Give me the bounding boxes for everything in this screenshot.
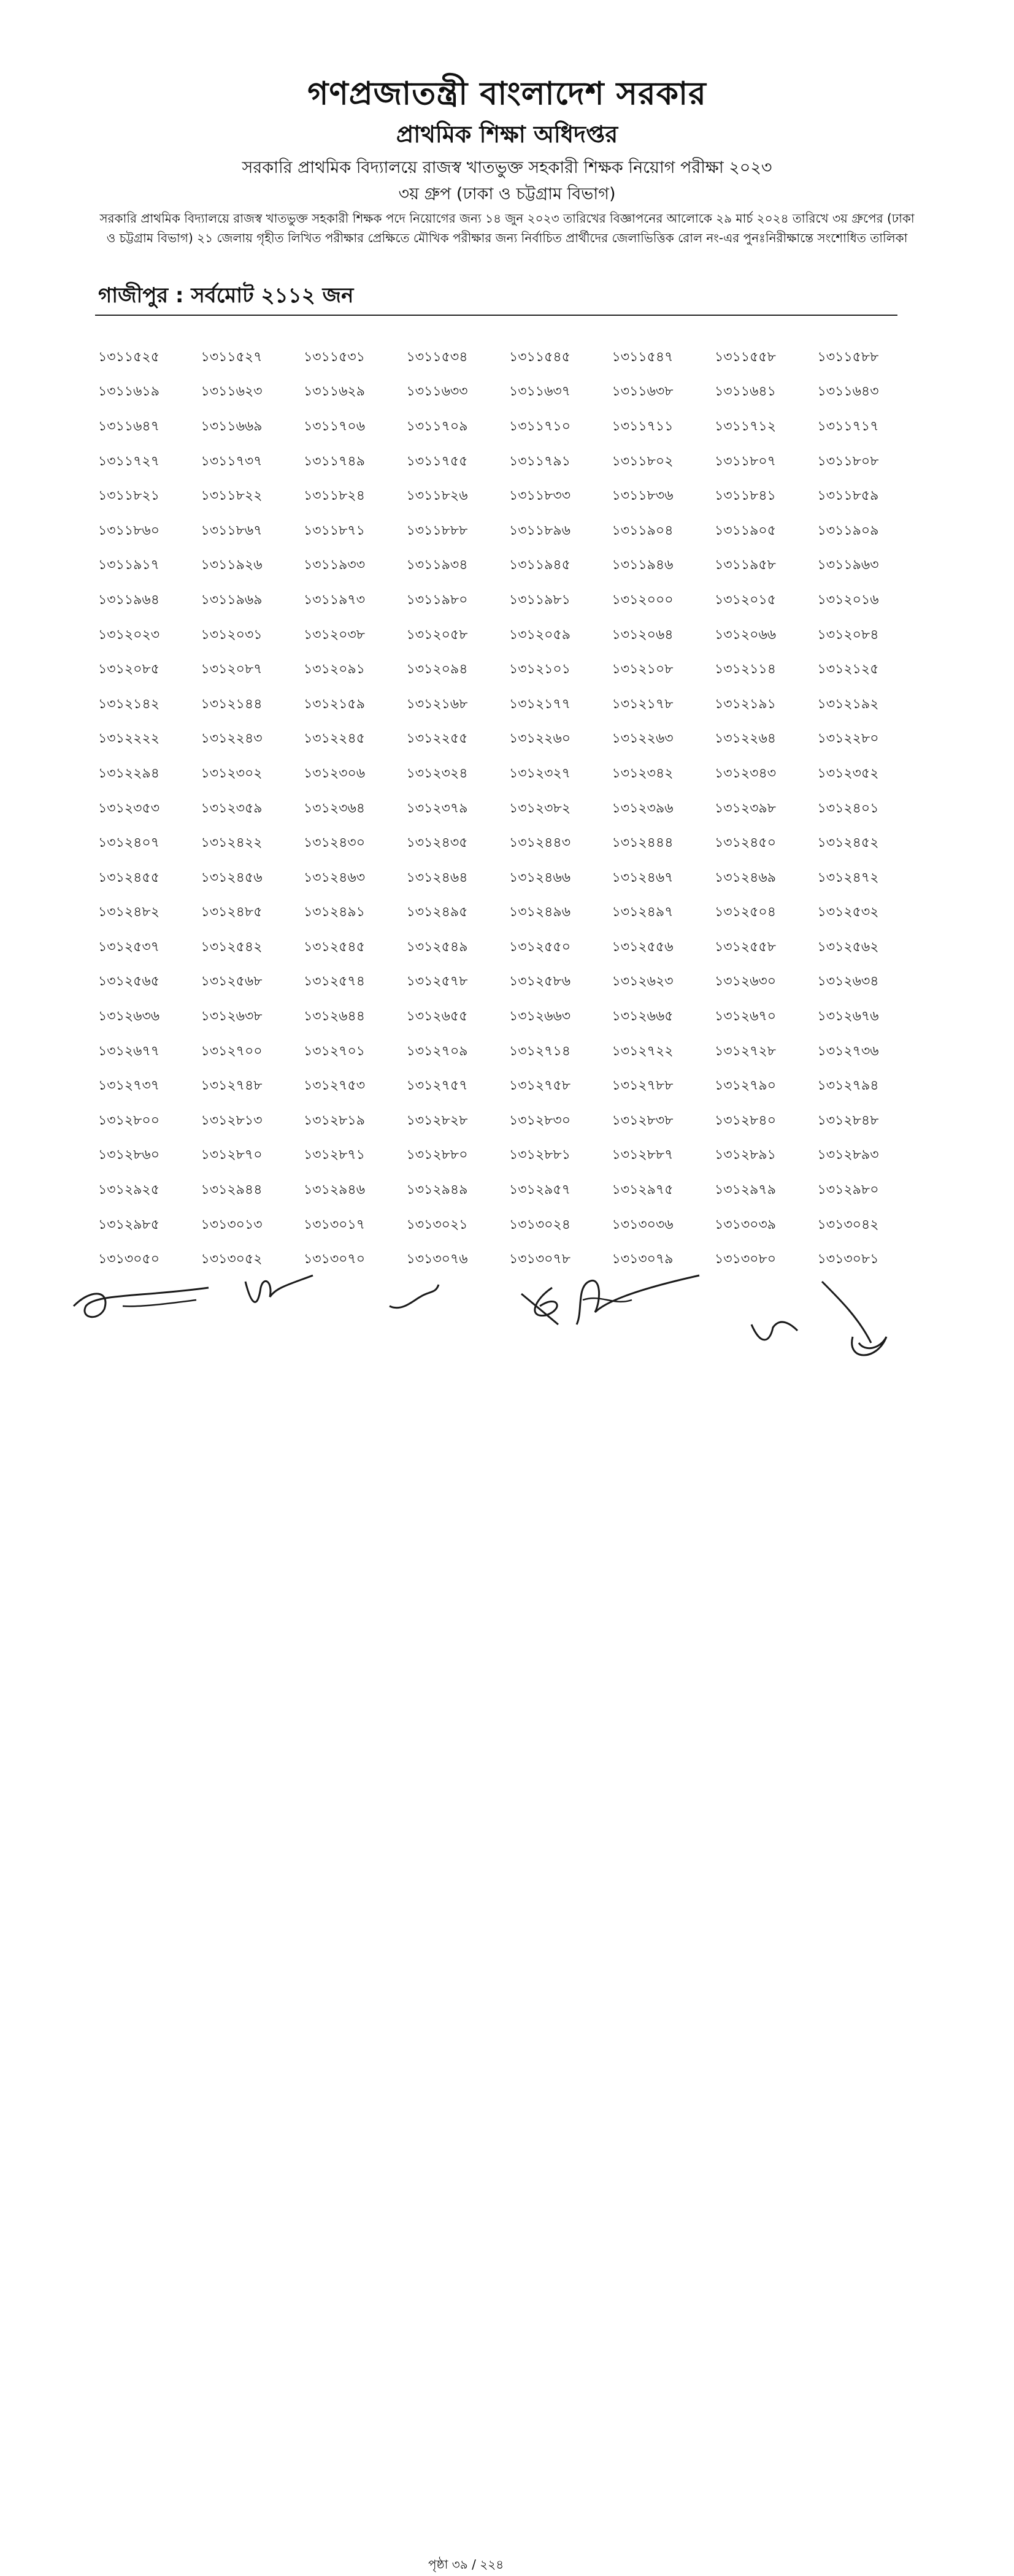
roll-number: ১৩১২১০১	[509, 662, 571, 678]
roll-number: ১৩১২৫৬২	[817, 939, 879, 955]
table-row	[98, 930, 920, 965]
table-row	[98, 757, 920, 792]
roll-number: ১৩১১৮৬৭	[201, 522, 263, 538]
roll-number: ১৩১২০৩৮	[304, 627, 366, 643]
roll-number: ১৩১২৩৭৯	[406, 800, 468, 816]
roll-number: ১৩১২৯৪৪	[201, 1182, 263, 1198]
roll-number: ১৩১২৫৪৫	[304, 939, 365, 955]
table-row	[98, 999, 920, 1034]
roll-number: ১৩১২৬৩৪	[817, 974, 879, 990]
roll-number: ১৩১২৭১৪	[509, 1043, 571, 1059]
table-row	[98, 1173, 920, 1208]
table-row	[98, 479, 920, 514]
roll-number: ১৩১১৫৪৫	[509, 349, 570, 365]
roll-number: ১৩১৩০৫০	[98, 1252, 160, 1267]
roll-number: ১৩১২৪৬৪	[406, 869, 468, 885]
roll-number: ১৩১২২৪৫	[304, 731, 366, 747]
roll-number: ১৩১১৯৬৪	[98, 592, 159, 608]
table-row	[98, 340, 920, 375]
roll-number: ১৩১১৯৩৩	[304, 557, 366, 573]
signature-5-icon	[564, 1263, 705, 1337]
roll-number: ১৩১৩০১৩	[201, 1217, 263, 1233]
roll-number: ১৩১২২৪৩	[201, 731, 263, 747]
roll-number: ১৩১২০৮৪	[817, 627, 879, 643]
roll-number: ১৩১২৮৪০	[715, 1112, 777, 1128]
roll-number-grid	[98, 340, 920, 1277]
roll-number: ১৩১২২৯৪	[98, 765, 160, 781]
roll-number: ১৩১১৬২৩	[201, 384, 263, 400]
roll-number: ১৩১২১৭৭	[509, 696, 571, 712]
table-row	[98, 826, 920, 861]
roll-number: ১৩১২৬৬৩	[509, 1009, 571, 1025]
roll-number: ১৩১২০৯৪	[406, 662, 468, 678]
roll-number: ১৩১২৪৯৭	[612, 904, 674, 920]
table-row	[98, 1069, 920, 1104]
roll-number: ১৩১২৪৫৫	[98, 869, 159, 885]
table-row	[98, 1104, 920, 1139]
roll-number: ১৩১১৯০৪	[612, 522, 674, 538]
roll-number: ১৩১১৯৮০	[406, 592, 468, 608]
roll-number: ১৩১২৪৯৫	[406, 904, 468, 920]
list-description: সরকারি প্রাথমিক বিদ্যালয়ে রাজস্ব খাতভুক্ত সহকারী শিক্ষক পদে নিয়োগের জন্য ১৪ জুন ২০২৩ তারিখের বিজ্ঞাপনের আলোকে ২৯ মার্চ ২০২৪ তারিখে ৩য় গ্রুপের (ঢাকা ও চট্টগ্রাম বিভাগ) ২১ জেলায় গৃহীত লিখিত পরীক্ষার প্রেক্ষিতে মৌখিক পরীক্ষার জন্য নির্বাচিত প্রার্থীদের জেলাভিত্তিক রোল নং-এর পুনঃনিরীক্ষান্তে সংশোধিত তালিকা	[99, 211, 915, 245]
roll-number: ১৩১২৮৭০	[201, 1147, 263, 1163]
roll-number: ১৩১২৪৬৭	[612, 869, 674, 885]
roll-number: ১৩১২৪৬৯	[715, 869, 777, 885]
roll-number: ১৩১১৭১১	[612, 418, 674, 434]
roll-number: ১৩১২৪৫২	[817, 835, 879, 851]
roll-number: ১৩১২০৮৫	[98, 662, 160, 678]
signature-3-icon	[386, 1282, 442, 1318]
roll-number: ১৩১২৪৭২	[817, 869, 879, 885]
roll-number: ১৩১২৮৩০	[509, 1112, 571, 1128]
roll-number: ১৩১২৮৬০	[98, 1147, 160, 1163]
roll-number: ১৩১২১৭৮	[612, 696, 674, 712]
roll-number: ১৩১২০২৩	[98, 627, 160, 643]
roll-number: ১৩১২৭৫৩	[304, 1078, 366, 1094]
roll-number: ১৩১২৬২৩	[612, 974, 674, 990]
roll-number: ১৩১২৯৭৯	[715, 1182, 777, 1198]
roll-number: ১৩১১৮২১	[98, 488, 159, 504]
roll-number: ১৩১১৯১৭	[98, 557, 159, 573]
roll-number: ১৩১৩০১৭	[304, 1217, 366, 1233]
roll-number: ১৩১২৮৯৩	[817, 1147, 879, 1163]
roll-number: ১৩১৩০৭৮	[509, 1252, 571, 1267]
signature-2-icon	[239, 1263, 319, 1318]
roll-number: ১৩১২৩৫২	[817, 765, 879, 781]
roll-number: ১৩১২৭৫৮	[509, 1078, 571, 1094]
roll-number: ১৩১১৮২৪	[304, 488, 365, 504]
roll-number: ১৩১১৭৯১	[509, 453, 570, 469]
roll-number: ১৩১২৫৭৮	[406, 974, 468, 990]
roll-number: ১৩১২৮০০	[98, 1112, 160, 1128]
roll-number: ১৩১২৬৬৫	[612, 1009, 674, 1025]
roll-number: ১৩১২৫৭৪	[304, 974, 366, 990]
table-row	[98, 687, 920, 722]
table-row	[98, 583, 920, 618]
roll-number: ১৩১১৬৪৭	[98, 418, 160, 434]
roll-number: ১৩১২১৫৯	[304, 696, 365, 712]
roll-number: ১৩১১৫৫৮	[715, 349, 776, 365]
roll-number: ১৩১২০৩১	[201, 627, 263, 643]
roll-number: ১৩১২৩৫৩	[98, 800, 160, 816]
roll-number: ১৩১৩০৮১	[817, 1252, 879, 1267]
roll-number: ১৩১২৬৩০	[715, 974, 777, 990]
table-row	[98, 410, 920, 445]
roll-number: ১৩১২৮৮৭	[612, 1147, 674, 1163]
roll-number: ১৩১২১৪২	[98, 696, 160, 712]
roll-number: ১৩১১৭১০	[509, 418, 571, 434]
roll-number: ১৩১১৯৫৮	[715, 557, 776, 573]
roll-number: ১৩১২৩৫৯	[201, 800, 263, 816]
roll-number: ১৩১২৭০৯	[406, 1043, 468, 1059]
roll-number: ১৩১২৫৮৬	[509, 974, 571, 990]
roll-number: ১৩১২৩৯৮	[715, 800, 777, 816]
roll-number: ১৩১১৭০৬	[304, 418, 366, 434]
roll-number: ১৩১৩০৭৬	[406, 1252, 468, 1267]
roll-number: ১৩১২৪৯৬	[509, 904, 571, 920]
roll-number: ১৩১২০৫৮	[406, 627, 468, 643]
roll-number: ১৩১২৪২২	[201, 835, 263, 851]
roll-number: ১৩১২৭২৮	[715, 1043, 777, 1059]
roll-number: ১৩১২৯৭৫	[612, 1182, 674, 1198]
roll-number: ১৩১১৯৭৩	[304, 592, 366, 608]
roll-number: ১৩১১৮৫৯	[817, 488, 879, 504]
table-row	[98, 896, 920, 931]
roll-number: ১৩১১৫৩৪	[406, 349, 468, 365]
roll-number: ১৩১২১০৮	[612, 662, 674, 678]
roll-number: ১৩১২৪৮৫	[201, 904, 263, 920]
roll-number: ১৩১১৭২৭	[98, 453, 160, 469]
roll-number: ১৩১২১৪৪	[201, 696, 263, 712]
roll-number: ১৩১২৩৯৬	[612, 800, 674, 816]
roll-number: ১৩১২৮৮১	[509, 1147, 570, 1163]
roll-number: ১৩১২০৬৪	[612, 627, 674, 643]
roll-number: ১৩১১৬১৯	[98, 384, 159, 400]
roll-number: ১৩১১৮৮৮	[406, 522, 468, 538]
roll-number: ১৩১১৬৩৭	[509, 384, 571, 400]
roll-number: ১৩১২৭০০	[201, 1043, 263, 1059]
roll-number: ১৩১২৩২৭	[509, 765, 571, 781]
roll-number: ১৩১২৮৪৮	[817, 1112, 879, 1128]
page-number: পৃষ্ঠা ৩৯ / ২২৪	[428, 2557, 504, 2572]
roll-number: ১৩১২৪০১	[817, 800, 879, 816]
roll-number: ১৩১৩০২৪	[509, 1217, 571, 1233]
roll-number: ১৩১১৮৬০	[98, 522, 160, 538]
roll-number: ১৩১২২৫৫	[406, 731, 468, 747]
district-heading: গাজীপুর : সর্বমোট ২১১২ জন	[98, 283, 354, 308]
roll-number: ১৩১২৫৫৮	[715, 939, 776, 955]
roll-number: ১৩১২৩৮২	[509, 800, 571, 816]
roll-number: ১৩১১৯৪৫	[509, 557, 570, 573]
roll-number: ১৩১২০৮৭	[201, 662, 263, 678]
roll-number: ১৩১১৮৪১	[715, 488, 776, 504]
roll-number: ১৩১২৬৩৬	[98, 1009, 160, 1025]
heading-divider	[95, 315, 897, 316]
roll-number: ১৩১২৪৬৬	[509, 869, 571, 885]
roll-number: ১৩১১৭১২	[715, 418, 777, 434]
roll-number: ১৩১২৫৩৭	[98, 939, 160, 955]
roll-number: ১৩১২৫৪২	[201, 939, 263, 955]
roll-number: ১৩১৩০৪২	[817, 1217, 879, 1233]
exam-title: সরকারি প্রাথমিক বিদ্যালয়ে রাজস্ব খাতভুক্ত সহকারী শিক্ষক নিয়োগ পরীক্ষা ২০২৩	[242, 158, 772, 177]
roll-number: ১৩১২০৬৬	[715, 627, 777, 643]
roll-number: ১৩১২৫৬৮	[201, 974, 263, 990]
roll-number: ১৩১১৯৮১	[509, 592, 570, 608]
roll-number: ১৩১২৭৫৭	[406, 1078, 468, 1094]
roll-number: ১৩১২৬৭০	[715, 1009, 777, 1025]
roll-number: ১৩১১৭৩৭	[201, 453, 263, 469]
roll-number: ১৩১২৭৯০	[715, 1078, 777, 1094]
signature-7-icon	[816, 1275, 896, 1367]
roll-number: ১৩১২৭২২	[612, 1043, 674, 1059]
roll-number: ১৩১২৫৬৫	[98, 974, 160, 990]
roll-number: ১৩১২০০০	[612, 592, 674, 608]
roll-number: ১৩১২১২৫	[817, 662, 879, 678]
roll-number: ১৩১২৫৪৯	[406, 939, 468, 955]
roll-number: ১৩১২৭০১	[304, 1043, 366, 1059]
roll-number: ১৩১২৬৭৭	[98, 1043, 160, 1059]
roll-number: ১৩১১৫৩১	[304, 349, 365, 365]
table-row	[98, 549, 920, 584]
roll-number: ১৩১২০৫৯	[509, 627, 571, 643]
roll-number: ১৩১২০৯১	[304, 662, 366, 678]
signature-4-icon	[515, 1282, 570, 1331]
roll-number: ১৩১১৯৪৬	[612, 557, 674, 573]
roll-number: ১৩১২৪৪৪	[612, 835, 674, 851]
table-row	[98, 965, 920, 1000]
roll-number: ১৩১২১৯১	[715, 696, 776, 712]
roll-number: ১৩১২৬৪৪	[304, 1009, 366, 1025]
roll-number: ১৩১১৬৪৩	[817, 384, 879, 400]
roll-number: ১৩১১৬৩৮	[612, 384, 674, 400]
roll-number: ১৩১২৩৪৩	[715, 765, 777, 781]
roll-number: ১৩১২৮৮০	[406, 1147, 468, 1163]
roll-number: ১৩১২৫৫০	[509, 939, 571, 955]
roll-number: ১৩১২৩০২	[201, 765, 263, 781]
table-row	[98, 514, 920, 549]
roll-number: ১৩১২২৮০	[817, 731, 879, 747]
roll-number: ১৩১১৮৩৩	[509, 488, 571, 504]
roll-number: ১৩১৩০৩৯	[715, 1217, 777, 1233]
roll-number: ১৩১২৯২৫	[98, 1182, 160, 1198]
table-row	[98, 861, 920, 896]
roll-number: ১৩১২৯৮৫	[98, 1217, 159, 1233]
roll-number: ১৩১১৫৪৭	[612, 349, 674, 365]
roll-number: ১৩১২৮১৩	[201, 1112, 263, 1128]
roll-number: ১৩১২০১৬	[817, 592, 879, 608]
roll-number: ১৩১২১১৪	[715, 662, 776, 678]
roll-number: ১৩১২৪০৭	[98, 835, 160, 851]
signature-area	[0, 1251, 1014, 2572]
roll-number: ১৩১২৮১৯	[304, 1112, 365, 1128]
roll-number: ১৩১২৪৩৫	[406, 835, 468, 851]
roll-number: ১৩১১৮০৭	[715, 453, 777, 469]
roll-number: ১৩১১৬২৯	[304, 384, 366, 400]
roll-number: ১৩১২২৬৩	[612, 731, 674, 747]
group-title: ৩য় গ্রুপ (ঢাকা ও চট্টগ্রাম বিভাগ)	[398, 185, 616, 204]
roll-number: ১৩১২২২২	[98, 731, 160, 747]
roll-number: ১৩১২৫৫৬	[612, 939, 674, 955]
roll-number: ১৩১১৮০৮	[817, 453, 879, 469]
roll-number: ১৩১২৫০৪	[715, 904, 777, 920]
roll-number: ১৩১১৯৬৩	[817, 557, 879, 573]
roll-number: ১৩১২১৬৮	[406, 696, 468, 712]
roll-number: ১৩১১৮২৬	[406, 488, 468, 504]
roll-number: ১৩১২৮৯১	[715, 1147, 776, 1163]
department-title: প্রাথমিক শিক্ষা অধিদপ্তর	[396, 121, 618, 148]
roll-number: ১৩১২৪৬৩	[304, 869, 366, 885]
roll-number: ১৩১১৭১৭	[817, 418, 879, 434]
table-row	[98, 1139, 920, 1174]
roll-number: ১৩১১৯২৬	[201, 557, 263, 573]
roll-number: ১৩১২৪৩০	[304, 835, 366, 851]
roll-number: ১৩১১৮৯৬	[509, 522, 570, 538]
signature-1-icon	[67, 1263, 215, 1331]
table-row	[98, 618, 920, 653]
roll-number: ১৩১৩০২১	[406, 1217, 468, 1233]
roll-number: ১৩১২৭৯৪	[817, 1078, 879, 1094]
roll-number: ১৩১২৭৩৬	[817, 1043, 879, 1059]
roll-number: ১৩১২০১৫	[715, 592, 777, 608]
roll-number: ১৩১১৮২২	[201, 488, 263, 504]
roll-number: ১৩১২৪৫০	[715, 835, 777, 851]
roll-number: ১৩১২৯৪৯	[406, 1182, 468, 1198]
roll-number: ১৩১২৪৯১	[304, 904, 365, 920]
roll-number: ১৩১১৮৩৬	[612, 488, 674, 504]
roll-number: ১৩১১৫২৭	[201, 349, 263, 365]
roll-number: ১৩১১৬৬৯	[201, 418, 263, 434]
roll-number: ১৩১২৬৩৮	[201, 1009, 263, 1025]
roll-number: ১৩১২৩০৬	[304, 765, 366, 781]
roll-number: ১৩১২৭৩৭	[98, 1078, 160, 1094]
roll-number: ১৩১৩০৫২	[201, 1252, 263, 1267]
roll-number: ১৩১২৬৭৬	[817, 1009, 879, 1025]
roll-number: ১৩১৩০৭৯	[612, 1252, 674, 1267]
roll-number: ১৩১১৫২৫	[98, 349, 159, 365]
government-title: গণপ্রজাতন্ত্রী বাংলাদেশ সরকার	[307, 75, 707, 112]
roll-number: ১৩১২৭৪৮	[201, 1078, 263, 1094]
table-row	[98, 445, 920, 480]
roll-number: ১৩১২৪৮২	[98, 904, 160, 920]
roll-number: ১৩১১৯০৯	[817, 522, 879, 538]
roll-number: ১৩১২৯৮০	[817, 1182, 879, 1198]
roll-number: ১৩১১৬৩৩	[406, 384, 468, 400]
roll-number: ১৩১২৫৩২	[817, 904, 879, 920]
roll-number: ১৩১১৮০২	[612, 453, 674, 469]
roll-number: ১৩১২৩৪২	[612, 765, 674, 781]
table-row	[98, 1208, 920, 1243]
roll-number: ১৩১৩০৮০	[715, 1252, 777, 1267]
roll-number: ১৩১২৪৫৬	[201, 869, 263, 885]
roll-number: ১৩১২৮২৮	[406, 1112, 468, 1128]
roll-number: ১৩১১৮৭১	[304, 522, 365, 538]
roll-number: ১৩১১৬৪১	[715, 384, 776, 400]
roll-number: ১৩১২৮৩৮	[612, 1112, 674, 1128]
table-row	[98, 1034, 920, 1069]
roll-number: ১৩১৩০৭০	[304, 1252, 366, 1267]
roll-number: ১৩১২৭৮৮	[612, 1078, 674, 1094]
table-row	[98, 722, 920, 757]
roll-number: ১৩১১৭০৯	[406, 418, 468, 434]
roll-number: ১৩১১৯০৫	[715, 522, 776, 538]
roll-number: ১৩১২৯৪৬	[304, 1182, 366, 1198]
roll-number: ১৩১১৭৪৯	[304, 453, 365, 469]
signature-6-icon	[745, 1312, 801, 1349]
roll-number: ১৩১২৩৬৪	[304, 800, 366, 816]
roll-number: ১৩১২২৬০	[509, 731, 571, 747]
roll-number: ১৩১৩০৩৬	[612, 1217, 674, 1233]
roll-number: ১৩১২১৯২	[817, 696, 879, 712]
roll-number: ১৩১১৯৬৯	[201, 592, 263, 608]
table-row	[98, 652, 920, 687]
roll-number: ১৩১২৬৫৫	[406, 1009, 468, 1025]
roll-number: ১৩১১৯৩৪	[406, 557, 468, 573]
roll-number: ১৩১২৯৫৭	[509, 1182, 571, 1198]
table-row	[98, 792, 920, 827]
roll-number: ১৩১১৭৫৫	[406, 453, 468, 469]
roll-number: ১৩১২২৬৪	[715, 731, 777, 747]
roll-number: ১৩১১৫৮৮	[817, 349, 879, 365]
roll-number: ১৩১২৮৭১	[304, 1147, 366, 1163]
table-row	[98, 375, 920, 410]
roll-number: ১৩১২৩২৪	[406, 765, 468, 781]
roll-number: ১৩১২৪৪৩	[509, 835, 571, 851]
